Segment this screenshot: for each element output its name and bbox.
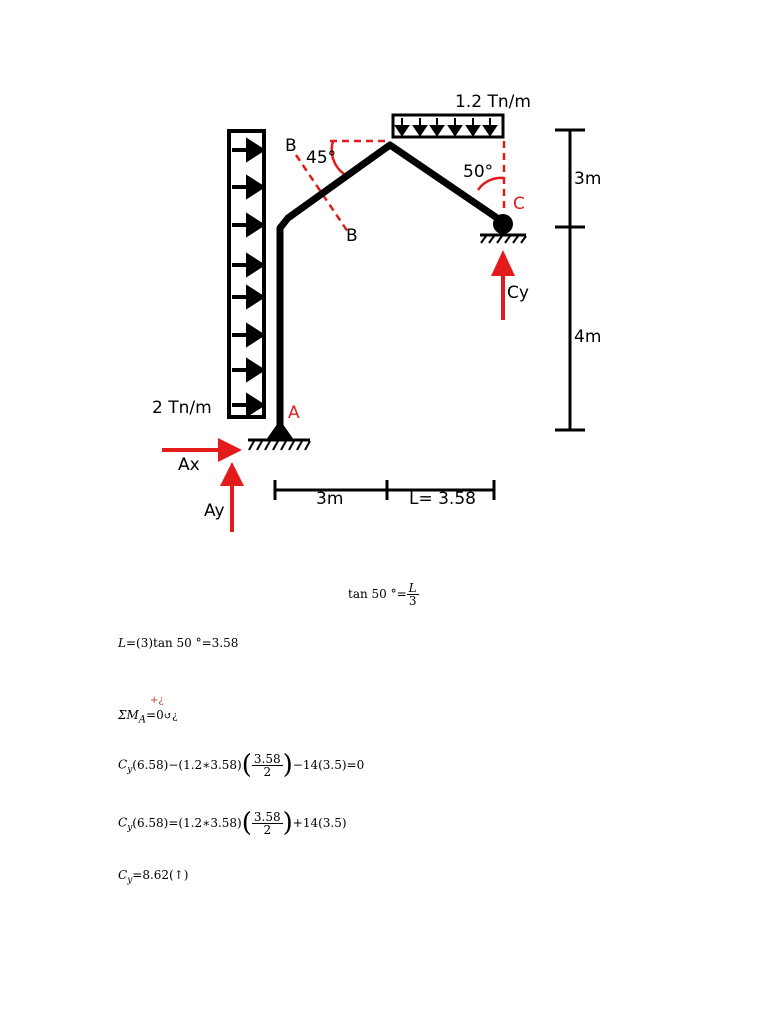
roller-support-C xyxy=(480,214,526,243)
force-Ay-label: Ay xyxy=(204,501,225,521)
eq6-cy-sub: y xyxy=(127,875,133,886)
eq5-cy-sub: y xyxy=(127,822,133,833)
eq5-fraction xyxy=(252,811,283,836)
eq1-den: 3 xyxy=(408,594,417,608)
reaction-Ay-arrow xyxy=(220,462,244,532)
eq6-cy-var: C xyxy=(118,868,128,882)
dim-4m-vertical: 4m xyxy=(574,327,602,347)
equation-sum-moments xyxy=(118,695,178,726)
top-distributed-load xyxy=(393,115,503,137)
eq4-fraction xyxy=(252,753,283,778)
angle-45-label: 45° xyxy=(306,148,337,168)
eq5-cy-var: C xyxy=(118,815,128,830)
eq3-sum: ΣM xyxy=(118,708,139,722)
frame-member xyxy=(280,145,503,425)
top-load-label: 1.2 Tn/m xyxy=(455,92,531,112)
eq1-num: L xyxy=(408,581,417,595)
reaction-Ax-arrow xyxy=(162,438,242,462)
eq1-lhs: tan 50 °= xyxy=(348,587,407,601)
eq4-den: 2 xyxy=(263,764,272,779)
eq2-text: =(3)tan 50 °=3.58 xyxy=(125,636,239,650)
eq5-pre: (6.58)=(1.2∗3.58) xyxy=(132,816,242,830)
angle-50-label: 50° xyxy=(463,162,494,182)
eq5-den: 2 xyxy=(263,822,272,837)
equation-cy-result xyxy=(118,868,188,885)
eq3-sign-right: ↺¿ xyxy=(163,711,178,722)
dim-3m-horizontal: 3m xyxy=(316,489,344,509)
force-Cy-label: Cy xyxy=(507,283,529,303)
label-C: C xyxy=(513,194,525,214)
equation-L xyxy=(118,636,238,650)
dim-3m-vertical: 3m xyxy=(574,169,602,189)
eq3-sign-top: +¿ xyxy=(150,695,164,706)
eq4-cy-sub: y xyxy=(127,764,133,775)
eq4-cy-var: C xyxy=(118,757,128,772)
eq4-num: 3.58 xyxy=(253,751,281,766)
equation-cy-1: $C_y(6.58)-(1.2∗3.58)$( $\frac{3.58}{2}$ )−14(3.5)=0 xyxy=(118,750,365,780)
eq4-post: −14(3.5)=0 xyxy=(292,758,365,772)
label-B-bottom: B xyxy=(346,226,358,246)
left-load-label: 2 Tn/m xyxy=(152,398,212,418)
pin-support-A xyxy=(248,420,310,450)
label-A: A xyxy=(288,403,300,423)
eq6-rhs: =8.62(↑) xyxy=(132,868,189,882)
dim-L-label: L= 3.58 xyxy=(409,489,476,509)
eq2-var: L xyxy=(118,636,126,650)
eq5-post: +14(3.5) xyxy=(292,816,347,830)
eq1-fraction xyxy=(407,582,419,607)
equation-cy-2: $C_y(6.58)=(1.2∗3.58)$( $\frac{3.58}{2}$ )+14(3.5) xyxy=(118,808,347,838)
eq3-rhs: =0 xyxy=(146,708,164,722)
equation-tan50 xyxy=(348,582,419,607)
eq3-sub: A xyxy=(138,714,147,726)
left-distributed-load xyxy=(229,131,264,417)
eq4-pre: (6.58)−(1.2∗3.58) xyxy=(132,758,242,772)
force-Ax-label: Ax xyxy=(178,455,200,475)
eq5-num: 3.58 xyxy=(253,809,281,824)
label-B-top: B xyxy=(285,136,297,156)
